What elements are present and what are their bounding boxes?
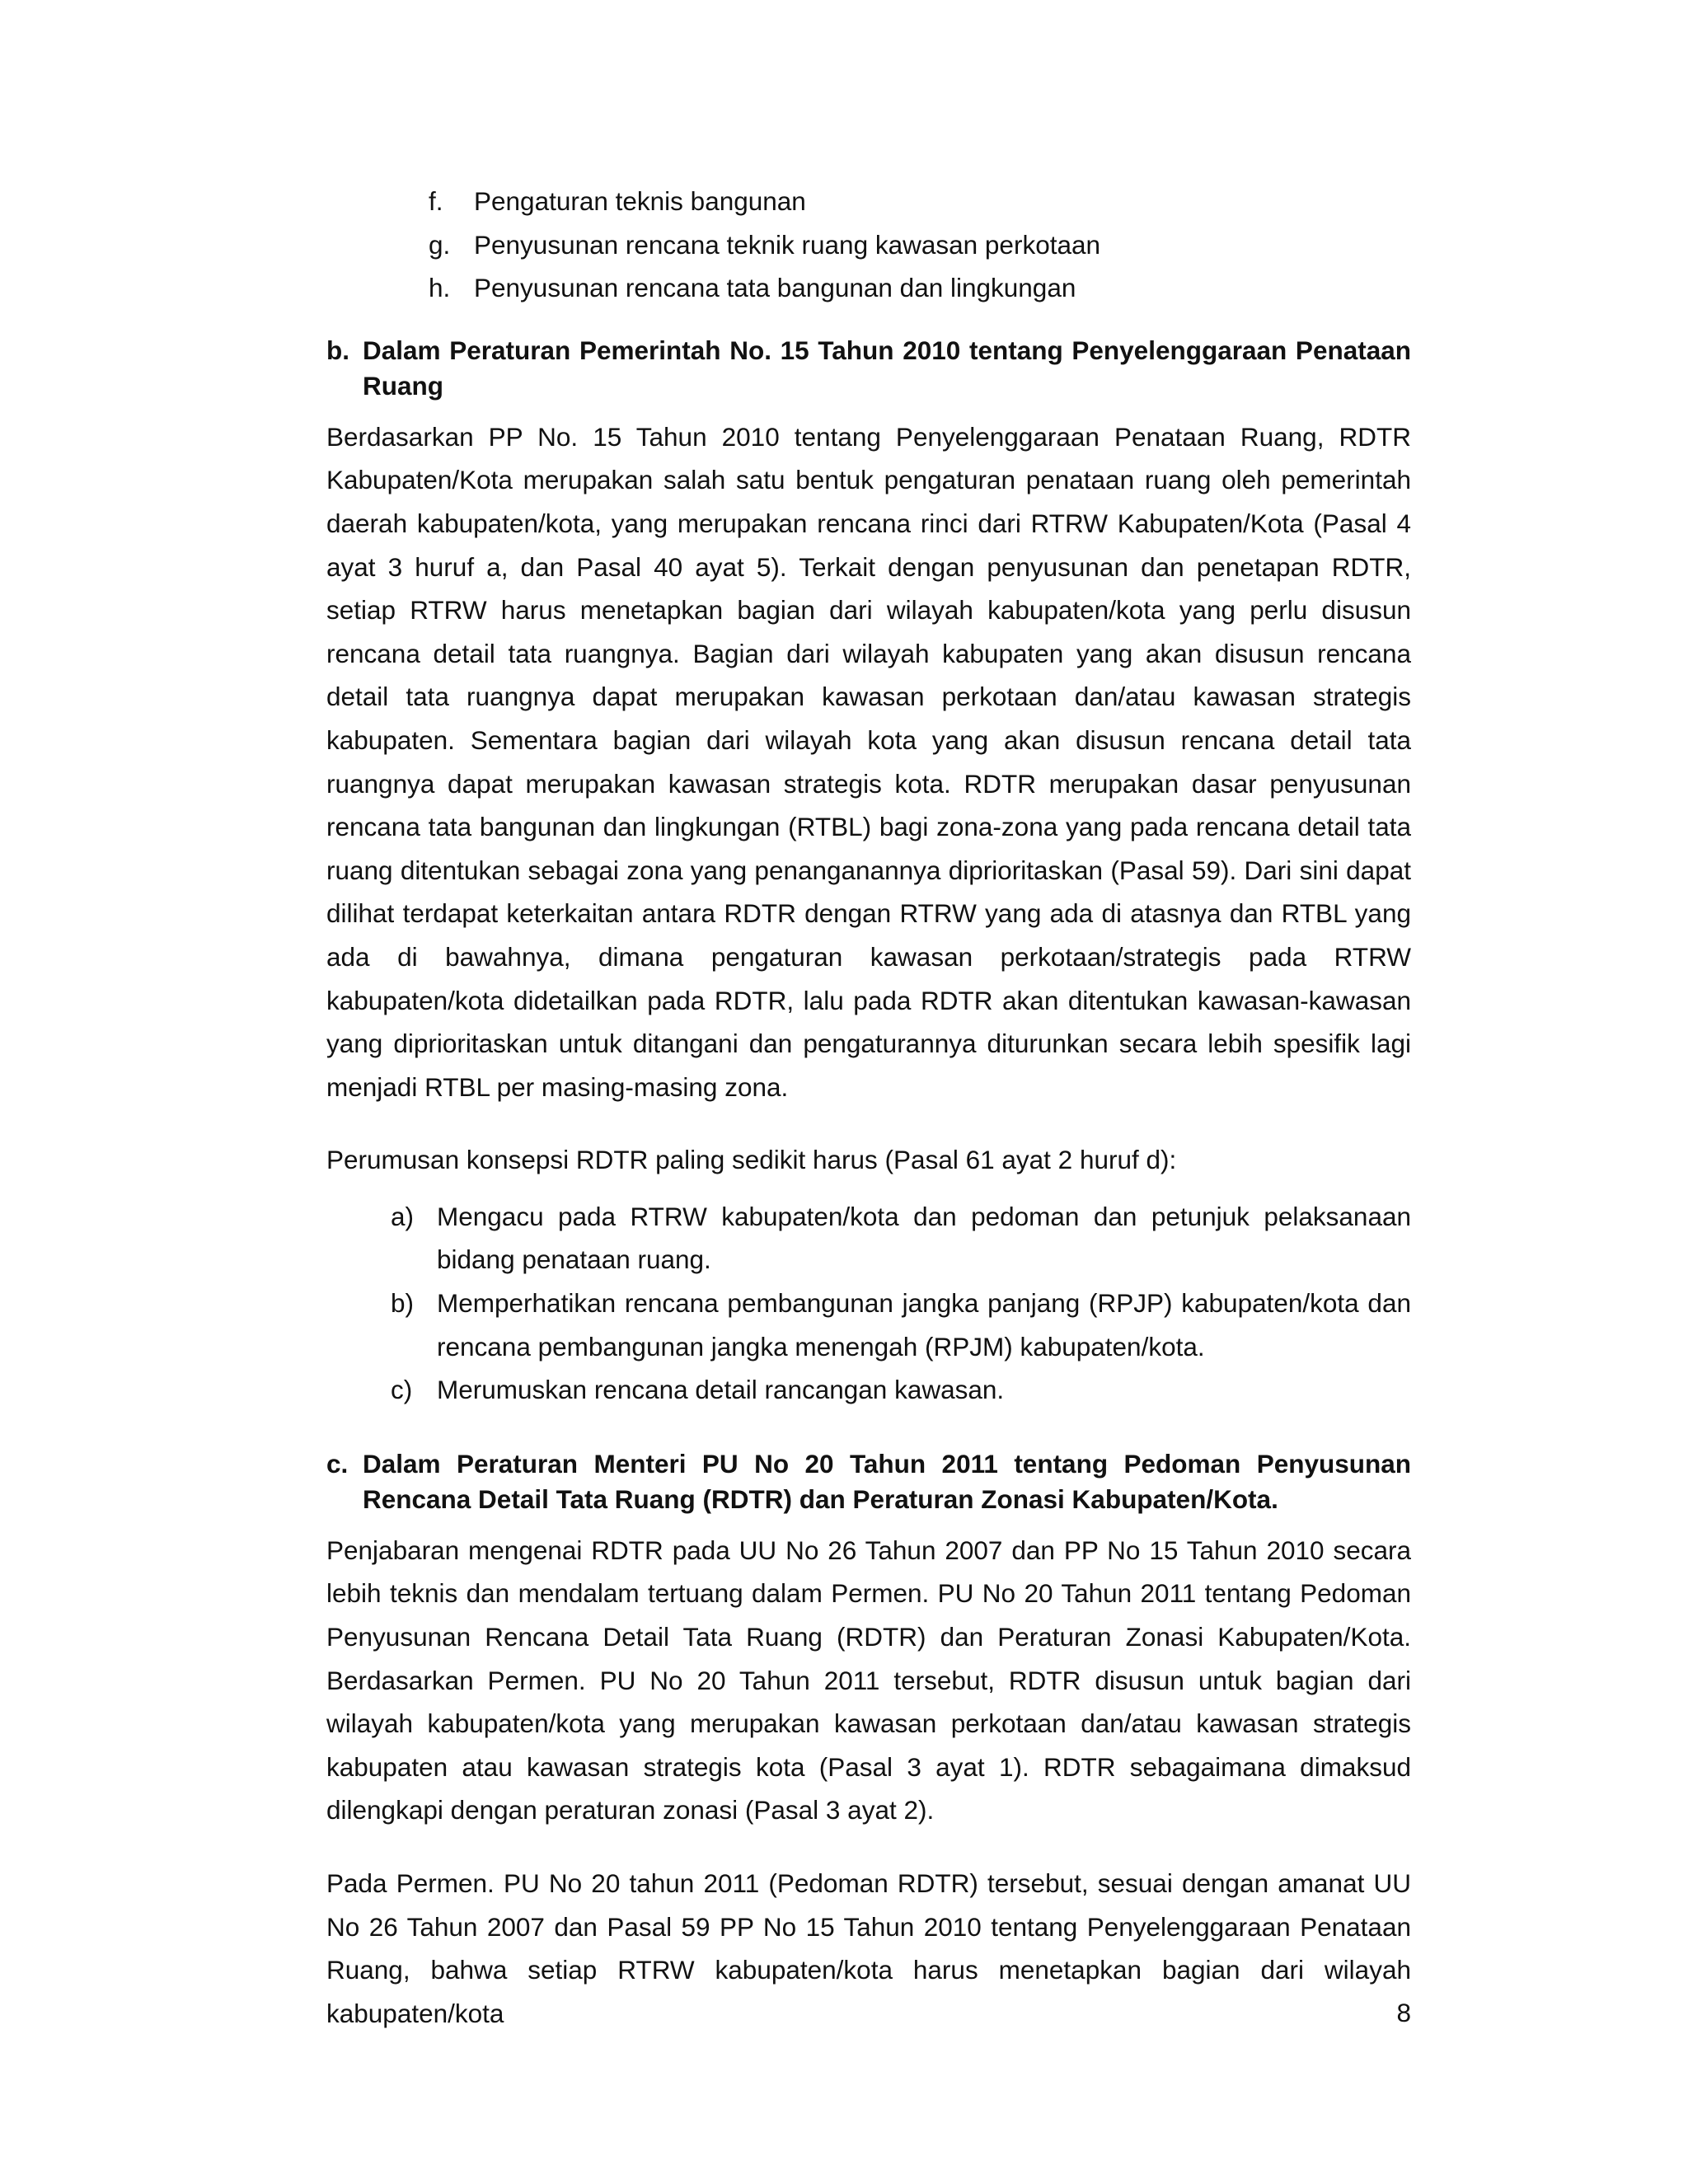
list-item bbox=[326, 1282, 1411, 1368]
list-item bbox=[326, 180, 1411, 223]
list-marker: f. bbox=[429, 186, 443, 216]
section-marker: b. bbox=[326, 335, 349, 365]
section-title: Dalam Peraturan Menteri PU No 20 Tahun 2011 tentang Pedoman Penyusunan Rencana Detail Tata Ruang (RDTR) dan Peraturan Zonasi Kabupaten/Kota. bbox=[363, 1448, 1411, 1514]
list-item bbox=[326, 1195, 1411, 1282]
section-b-paragraph: Berdasarkan PP No. 15 Tahun 2010 tentang Penyelenggaraan Penataan Ruang, RDTR Kabupaten/Kota merupakan salah satu bentuk pengaturan penataan ruang oleh pemerintah daerah kabupaten/kota, yang merupakan rencana rinci dari RTRW Kabupaten/Kota (Pasal 4 ayat 3 huruf a, dan Pasal 40 ayat 5). Terkait dengan penyusunan dan penetapan RDTR, setiap RTRW harus menetapkan bagian dari wilayah kabupaten/kota yang perlu disusun rencana detail tata ruangnya. Bagian dari wilayah kabupaten yang akan disusun rencana detail tata ruangnya dapat merupakan kawasan perkotaan dan/atau kawasan strategis kabupaten. Sementara bagian dari wilayah kota yang akan disusun rencana detail tata ruangnya dapat merupakan kawasan strategis kota. RDTR merupakan dasar penyusunan rencana tata bangunan dan lingkungan (RTBL) bagi zona-zona yang pada rencana detail tata ruang ditentukan sebagai zona yang penanganannya diprioritaskan (Pasal 59). Dari sini dapat dilihat terdapat keterkaitan antara RDTR dengan RTRW yang ada di atasnya dan RTBL yang ada di bawahnya, dimana pengaturan kawasan perkotaan/strategis pada RTRW kabupaten/kota didetailkan pada RDTR, lalu pada RDTR akan ditentukan kawasan-kawasan yang diprioritaskan untuk ditangani dan pengaturannya diturunkan secara lebih spesifik lagi menjadi RTBL per masing-masing zona. bbox=[326, 421, 1411, 1102]
section-c-paragraph-1: Penjabaran mengenai RDTR pada UU No 26 Tahun 2007 dan PP No 15 Tahun 2010 secara lebih teknis dan mendalam tertuang dalam Permen. PU No 20 Tahun 2011 tentang Pedoman Penyusunan Rencana Detail Tata Ruang (RDTR) dan Peraturan Zonasi Kabupaten/Kota. Berdasarkan Permen. PU No 20 Tahun 2011 tersebut, RDTR disusun untuk bagian dari wilayah kabupaten/kota yang merupakan kawasan perkotaan dan/atau kawasan strategis kabupaten atau kawasan strategis kota (Pasal 3 ayat 1). RDTR sebagaimana dimaksud dilengkapi dengan peraturan zonasi (Pasal 3 ayat 2). bbox=[326, 1535, 1411, 1825]
section-c-paragraph-2: Pada Permen. PU No 20 tahun 2011 (Pedoman RDTR) tersebut, sesuai dengan amanat UU No 26 Tahun 2007 dan Pasal 59 PP No 15 Tahun 2010 tentang Penyelenggaraan Penataan Ruang, bahwa setiap RTRW kabupaten/kota harus menetapkan bagian dari wilayah kabupaten/kota bbox=[326, 1868, 1411, 2028]
regulation-item-list bbox=[326, 180, 1411, 310]
list-item-text: Mengacu pada RTRW kabupaten/kota dan pedoman dan petunjuk pelaksanaan bidang penataan ruang. bbox=[437, 1201, 1411, 1275]
list-marker: h. bbox=[429, 273, 451, 303]
list-marker: b) bbox=[391, 1288, 415, 1319]
list-item-text: Penyusunan rencana teknik ruang kawasan perkotaan bbox=[474, 229, 1101, 260]
list-marker: a) bbox=[391, 1201, 415, 1231]
list-item bbox=[326, 1368, 1411, 1412]
list-item bbox=[326, 223, 1411, 267]
page-content bbox=[326, 180, 1411, 2035]
list-item bbox=[326, 266, 1411, 310]
list-item-text: Penyusunan rencana tata bangunan dan lingkungan bbox=[474, 273, 1076, 303]
list-item-text: Merumuskan rencana detail rancangan kawasan. bbox=[437, 1375, 1005, 1405]
page-number: 8 bbox=[1396, 1998, 1411, 2027]
list-marker: c) bbox=[391, 1375, 413, 1405]
list-item-text: Pengaturan teknis bangunan bbox=[474, 186, 806, 216]
list-marker: g. bbox=[429, 229, 451, 260]
section-c-heading bbox=[326, 1446, 1411, 1517]
list-item-text: Memperhatikan rencana pembangunan jangka panjang (RPJP) kabupaten/kota dan rencana pembangunan jangka menengah (RPJM) kabupaten/kota. bbox=[437, 1288, 1411, 1361]
section-b-intro: Perumusan konsepsi RDTR paling sedikit harus (Pasal 61 ayat 2 huruf d): bbox=[326, 1145, 1177, 1175]
section-b-heading bbox=[326, 333, 1411, 404]
section-b-criteria-list bbox=[326, 1195, 1411, 1412]
section-title: Dalam Peraturan Pemerintah No. 15 Tahun 2010 tentang Penyelenggaraan Penataan Ruang bbox=[363, 335, 1411, 401]
section-marker: c. bbox=[326, 1448, 349, 1479]
